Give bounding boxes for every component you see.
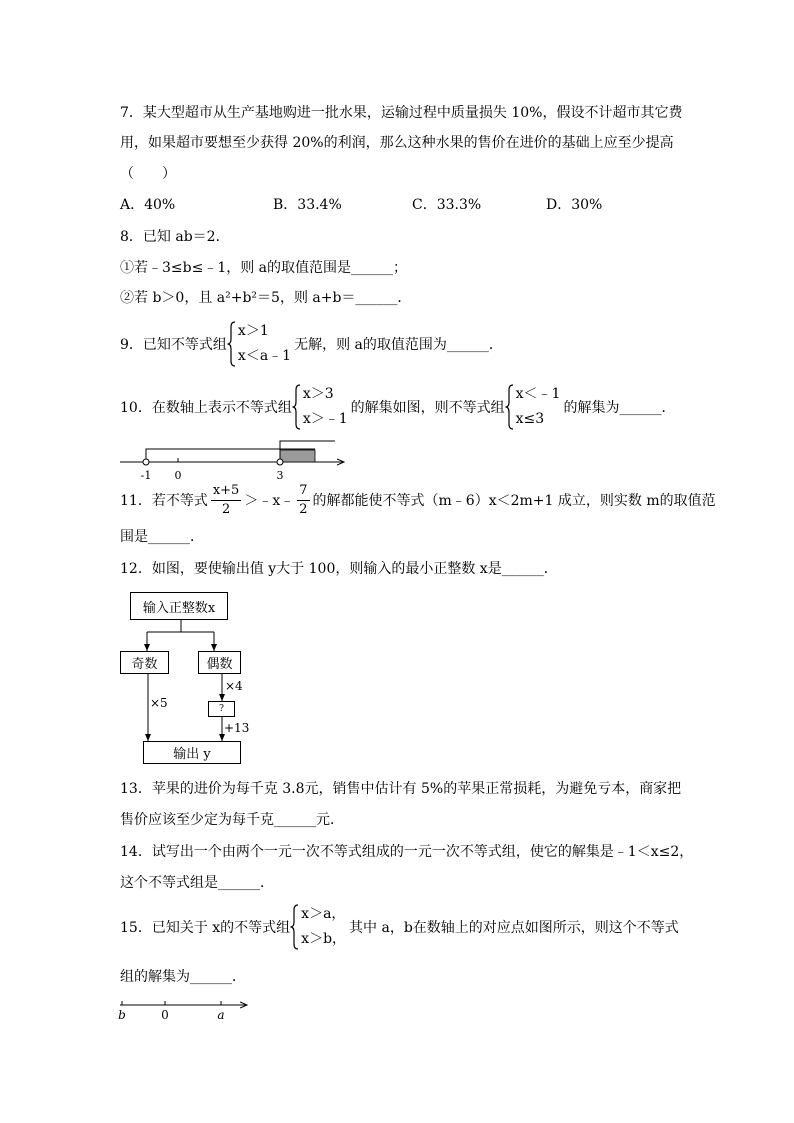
q11-fraction-2 [297, 482, 309, 519]
q14-line-1: 14．试写出一个由两个一元一次不等式组成的一元一次不等式组，使它的解集是﹣1＜x≤2， [120, 844, 694, 860]
q15-number-line [115, 995, 255, 1025]
q7-option-a: A．40% [120, 197, 176, 213]
q10-label-2: 0 [174, 469, 182, 482]
q7-answer-parentheses: （ ） [120, 166, 176, 182]
q11-fraction-1 [211, 482, 242, 519]
q11-line-2: 围是______． [120, 529, 204, 545]
q15-label-1: b [118, 1008, 126, 1022]
flow-even-label: 偶数 [206, 657, 233, 672]
flow-even-operation: ×4 [225, 679, 243, 693]
q10-system2-inequality-1: x＜﹣1 [515, 386, 561, 402]
q15-inequality-1: x＞a， [301, 906, 346, 922]
flow-output-label: 输出 y [173, 747, 211, 762]
q13-line-2: 售价应该至少定为每千克______元． [120, 812, 344, 828]
q15-label-2: 0 [161, 1008, 169, 1022]
q15-prefix: 15．已知关于 x的不等式组 [120, 920, 291, 936]
q10-brace-1-icon [292, 384, 301, 430]
q9-prefix: 9．已知不等式组 [120, 337, 227, 353]
flow-odd-label: 奇数 [131, 657, 158, 672]
flow-odd-operation: ×5 [150, 696, 168, 710]
q10-row [120, 382, 675, 432]
q10-open-point-2 [277, 459, 283, 465]
q11-suffix: 的解都能使不等式（m﹣6）x＜2m+1 成立，则实数 m的取值范 [312, 493, 716, 509]
q15-inequality-2: x＞b， [301, 931, 347, 947]
q9-suffix: 无解，则 a的取值范围为______． [294, 337, 503, 353]
q15-label-3: a [217, 1008, 225, 1022]
q8-part-2: ②若 b＞0，且 a²+b²＝5，则 a+b＝______． [120, 290, 412, 306]
q9-inequality-1: x＞1 [237, 323, 269, 339]
q7-line-2: 用，如果超市要想至少获得 20%的利润，那么这种水果的售价在进价的基础上应至少提高 [120, 135, 674, 151]
q15-inequality-system [299, 902, 349, 952]
q14-line-2: 这个不等式组是______． [120, 875, 274, 891]
q10-suffix: 的解集为______． [563, 400, 676, 416]
q10-label-3: 3 [276, 469, 284, 482]
q11-fraction-2-denominator: 2 [299, 501, 308, 517]
q15-line-2: 组的解集为______． [120, 969, 246, 985]
q12-text: 12．如图，要使输出值 y大于 100，则输入的最小正整数 x是______． [120, 561, 558, 577]
q9-row [120, 319, 503, 369]
flow-input-box [130, 592, 228, 620]
q10-inequality-system-2 [514, 382, 564, 432]
q10-system1-inequality-2: x＞﹣1 [302, 411, 348, 427]
q11-prefix: 11．若不等式 [120, 493, 208, 509]
q11-fraction-2-numerator: 7 [297, 482, 309, 501]
q11-fraction-1-numerator: x+5 [211, 482, 242, 501]
q7-option-b: B．33.4% [273, 197, 342, 213]
q15-suffix: 其中 a，b在数轴上的对应点如图所示，则这个不等式 [349, 920, 679, 936]
q10-brace-2-icon [505, 384, 514, 430]
flow-even-box [198, 651, 241, 674]
q11-middle: ＞﹣x﹣ [244, 493, 295, 509]
q7-option-c: C．33.3% [412, 197, 482, 213]
flow-unknown-box [208, 701, 235, 717]
q7-line-1: 7．某大型超市从生产基地购进一批水果，运输过程中质量损失 10%，假设不计超市其它费 [120, 105, 683, 121]
q15-row [120, 902, 679, 952]
q10-system1-inequality-1: x＞3 [302, 386, 334, 402]
q11-fraction-1-denominator: 2 [221, 501, 231, 517]
q10-system2-inequality-2: x≤3 [515, 411, 545, 427]
q8-line-1: 8．已知 ab＝2． [120, 229, 230, 245]
q15-brace-icon [290, 904, 299, 950]
q10-shaded-region [280, 450, 315, 462]
flow-add-operation: +13 [224, 721, 250, 735]
q8-part-1: ①若﹣3≤b≤﹣1，则 a的取值范围是______； [120, 260, 408, 276]
flow-odd-box [120, 651, 169, 674]
q10-middle: 的解集如图，则不等式组 [350, 400, 505, 416]
flow-unknown-label: ? [219, 704, 224, 714]
q7-option-d: D．30% [546, 197, 603, 213]
flow-output-box [143, 741, 241, 764]
q13-line-1: 13．苹果的进价为每千克 3.8元，销售中估计有 5%的苹果正常损耗，为避免亏本，商家把 [120, 781, 682, 797]
q10-prefix: 10．在数轴上表示不等式组 [120, 400, 292, 416]
q9-inequality-2: x＜a﹣1 [237, 348, 292, 364]
q10-label-1: -1 [140, 469, 152, 482]
flow-input-label: 输入正整数x [142, 600, 216, 616]
q9-inequality-system [236, 319, 294, 369]
q9-brace-icon [227, 321, 236, 367]
q10-inequality-system-1 [301, 382, 351, 432]
q11-row [120, 475, 716, 525]
q10-open-point-1 [143, 459, 149, 465]
